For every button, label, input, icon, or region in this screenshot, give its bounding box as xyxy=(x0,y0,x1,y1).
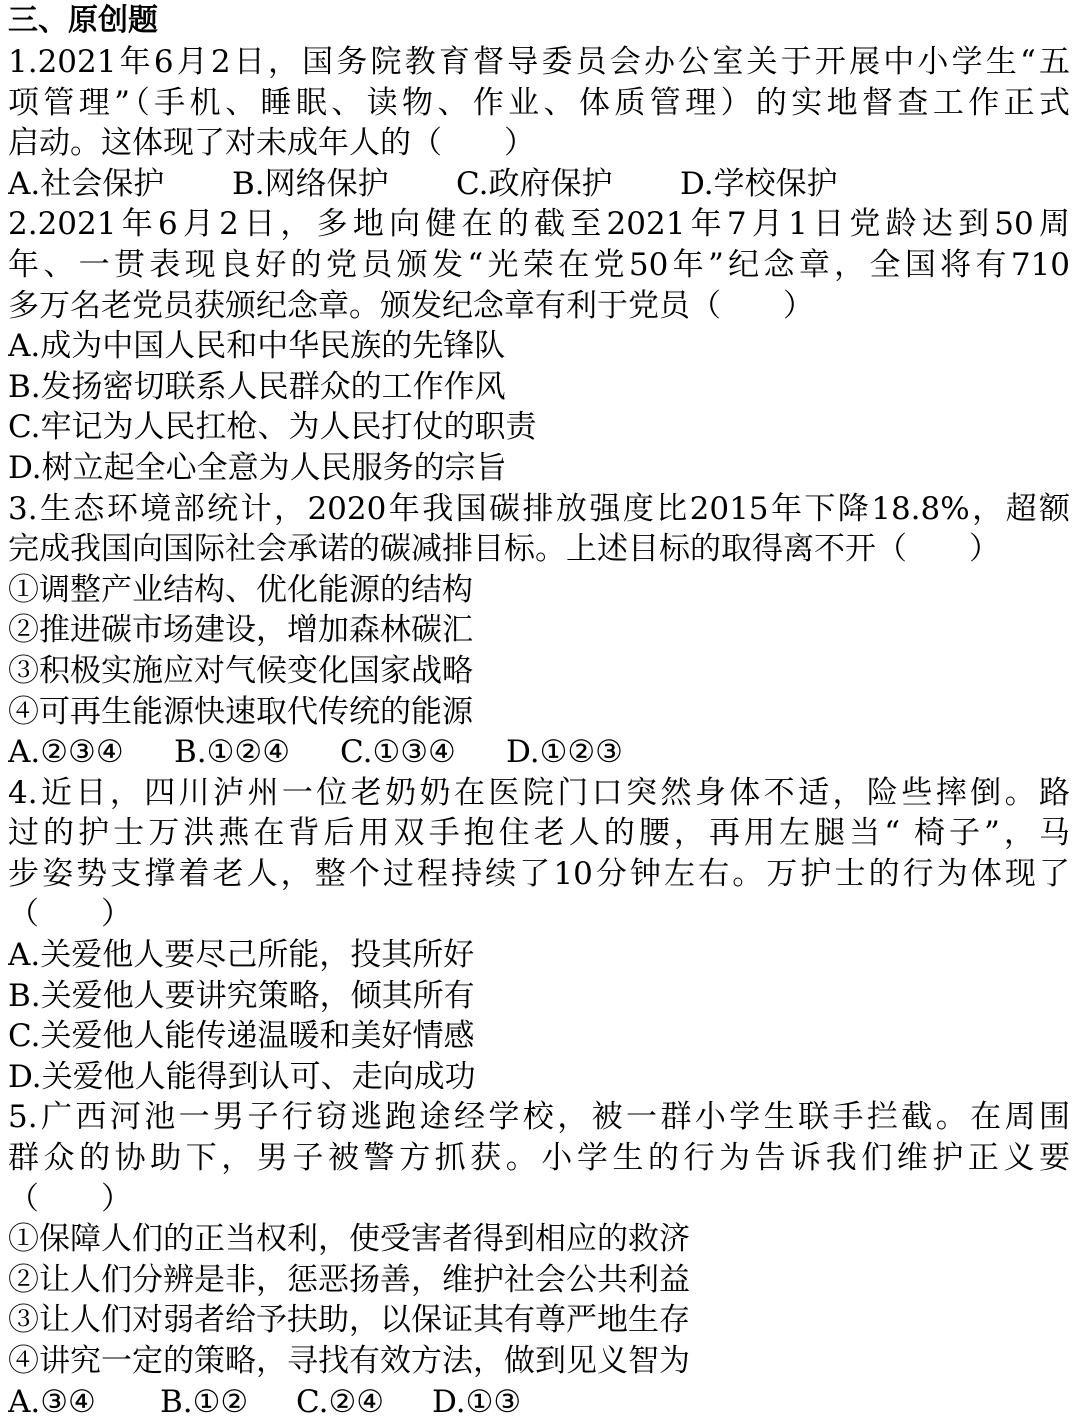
option-d: D.树立起全心全意为人民服务的宗旨 xyxy=(8,449,507,486)
question-1-options xyxy=(8,164,1070,205)
question-text: 2021年6月2日，国务院教育督导委员会办公室关于开展中小学生“五 xyxy=(37,44,1070,80)
option-d: D.①②③ xyxy=(506,734,623,771)
section-title: 三、原创题 xyxy=(8,3,158,38)
option-a: A.社会保护 xyxy=(8,165,165,202)
question-text: 广西河池一男子行窃逃跑途经学校，被一群小学生联手拦截。在周围 xyxy=(37,1099,1070,1136)
question-number: 3. xyxy=(8,490,38,527)
option-b: B.网络保护 xyxy=(232,165,389,202)
question-5-options xyxy=(8,1382,1070,1422)
option-a: A.关爱他人要尽己所能，投其所好 xyxy=(8,937,475,974)
question-4-line-3: 步姿势支撑着老人，整个过程持续了10分钟左右。万护士的行为体现了 xyxy=(8,855,1070,892)
question-1-line-3: 启动。这体现了对未成年人的（ ） xyxy=(8,125,535,162)
option-b: B.①② xyxy=(160,1383,249,1420)
question-number: 4. xyxy=(8,774,38,811)
option-c: C.关爱他人能传递温暖和美好情感 xyxy=(8,1018,475,1055)
question-4-line-1 xyxy=(8,773,1070,814)
question-4-line-4: （ ） xyxy=(8,896,132,933)
question-3-line-1 xyxy=(8,489,1070,530)
option-a: A.成为中国人民和中华民族的先锋队 xyxy=(8,328,506,365)
question-number: 5. xyxy=(8,1099,38,1136)
question-number: 2. xyxy=(8,206,38,243)
option-d: D.关爱他人能得到认可、走向成功 xyxy=(8,1058,476,1095)
option-d: D.①③ xyxy=(432,1383,522,1420)
question-text: 近日，四川泸州一位老奶奶在医院门口突然身体不适，险些摔倒。路 xyxy=(37,774,1070,811)
option-b: B.①②④ xyxy=(174,734,291,771)
question-4-line-2: 过的护士万洪燕在背后用双手抱住老人的腰，再用左腿当“ 椅子”，马 xyxy=(8,815,1070,852)
question-1 xyxy=(8,42,1070,204)
statement-2: ②让人们分辨是非，惩恶扬善，维护社会公共利益 xyxy=(8,1261,690,1298)
option-c: C.①③④ xyxy=(340,734,456,771)
option-b: B.发扬密切联系人民群众的工作作风 xyxy=(8,368,506,405)
statement-4: ④可再生能源快速取代传统的能源 xyxy=(8,693,473,730)
question-3 xyxy=(8,489,1070,773)
option-c: C.②④ xyxy=(296,1383,385,1420)
question-text: 生态环境部统计，2020年我国碳排放强度比2015年下降18.8%，超额 xyxy=(37,490,1070,527)
question-2 xyxy=(8,204,1070,488)
question-1-line-2: 项管理”（手机、睡眠、读物、作业、体质管理）的实地督查工作正式 xyxy=(8,84,1070,121)
question-2-line-1 xyxy=(8,204,1070,245)
question-5 xyxy=(8,1097,1070,1422)
question-text: 2021年6月2日，多地向健在的截至2021年7月1日党龄达到50周 xyxy=(37,206,1070,243)
statement-4: ④讲究一定的策略，寻找有效方法，做到见义智为 xyxy=(8,1343,690,1379)
statement-1: ①调整产业结构、优化能源的结构 xyxy=(8,571,473,608)
statement-3: ③积极实施应对气候变化国家战略 xyxy=(8,652,473,689)
question-2-line-3: 多万名老党员获颁纪念章。颁发纪念章有利于党员（ ） xyxy=(8,287,814,324)
statement-3: ③让人们对弱者给予扶助，以保证其有尊严地生存 xyxy=(8,1302,690,1339)
statement-1: ①保障人们的正当权利，使受害者得到相应的救济 xyxy=(8,1221,690,1258)
question-number: 1. xyxy=(8,44,38,80)
question-5-line-1 xyxy=(8,1097,1070,1138)
question-3-line-2: 完成我国向国际社会承诺的碳减排目标。上述目标的取得离不开（ ） xyxy=(8,531,1000,568)
question-5-line-3: （ ） xyxy=(8,1180,132,1217)
statement-2: ②推进碳市场建设，增加森林碳汇 xyxy=(8,612,473,649)
question-3-options xyxy=(8,732,1070,773)
question-2-line-2: 年、一贯表现良好的党员颁发“光荣在党50年”纪念章，全国将有710 xyxy=(8,246,1070,283)
question-5-line-2: 群众的协助下，男子被警方抓获。小学生的行为告诉我们维护正义要 xyxy=(8,1140,1070,1177)
question-1-line-1 xyxy=(8,42,1070,83)
option-a: A.②③④ xyxy=(8,734,124,771)
option-c: C.政府保护 xyxy=(456,165,613,202)
question-4 xyxy=(8,773,1070,1098)
option-d: D.学校保护 xyxy=(680,165,838,202)
option-c: C.牢记为人民扛枪、为人民打仗的职责 xyxy=(8,409,537,446)
option-b: B.关爱他人要讲究策略，倾其所有 xyxy=(8,977,475,1014)
option-a: A.③④ xyxy=(8,1383,96,1420)
